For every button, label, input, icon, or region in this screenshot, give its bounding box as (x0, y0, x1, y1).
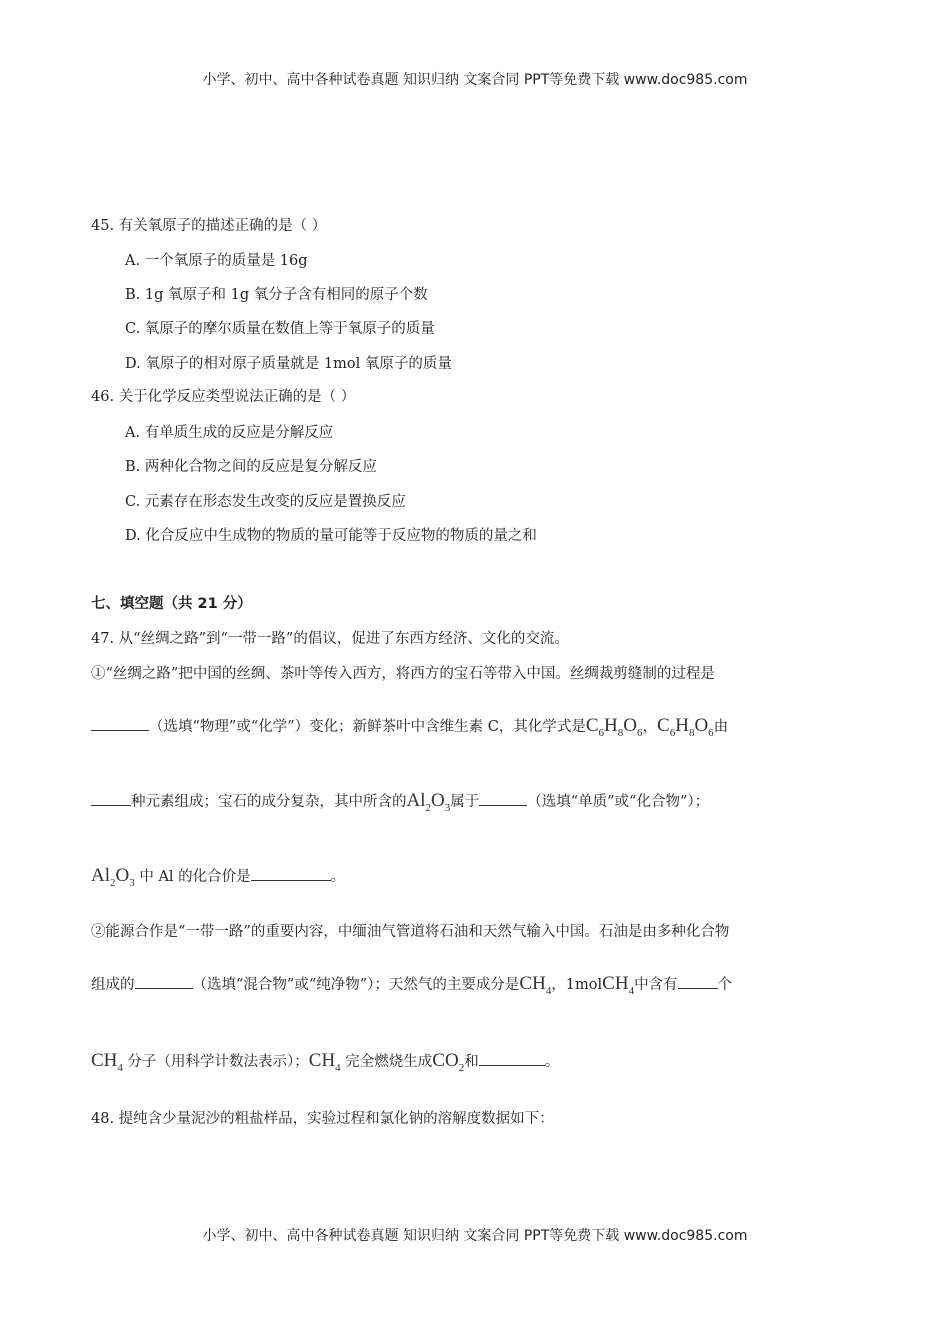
formula-al2o3: $Al_2O_3$ (91, 865, 135, 889)
question-46-option-c: C. 元素存在形态发生改变的反应是置换反应 (125, 494, 406, 510)
question-47-part1-line4: $Al_2O_3$ 中 Al 的化合价是 。 (91, 865, 346, 889)
question-45-option-a: A. 一个氧原子的质量是 16g (125, 253, 308, 269)
question-45-option-b: B. 1g 氧原子和 1g 氧分子含有相同的原子个数 (125, 287, 428, 303)
formula-ch4: $CH_4$ (91, 1050, 123, 1074)
formula-al2o3: $Al_2O_3$ (406, 790, 451, 814)
formula-co2: $CO_2$ (432, 1050, 465, 1074)
answer-blank-4[interactable] (251, 866, 331, 881)
answer-blank-6[interactable] (678, 974, 718, 989)
answer-blank-5[interactable] (135, 974, 193, 989)
answer-blank-2[interactable] (91, 791, 131, 806)
answer-blank-1[interactable] (91, 716, 149, 731)
question-47-part1-line3: 种元素组成；宝石的成分复杂，其中所含的$Al_2O_3$属于 （选填“单质”或“化合物”）； (91, 791, 709, 812)
question-46-option-b: B. 两种化合物之间的反应是复分解反应 (125, 459, 377, 475)
formula-ch4: $CH_4$ (519, 973, 552, 997)
question-47-part2-line2: 组成的 （选填“混合物”或“纯净物”）；天然气的主要成分是$CH_4$，1molCH$_4$中含有 个 (91, 973, 733, 997)
question-45-option-c: C. 氧原子的摩尔质量在数值上等于氧原子的质量 (125, 321, 435, 337)
question-48-stem: 48. 提纯含少量泥沙的粗盐样品，实验过程和氯化钠的溶解度数据如下： (91, 1111, 554, 1127)
footer-banner: 小学、初中、高中各种试卷真题 知识归纳 文案合同 PPT等免费下载 www.doc985.com (202, 1228, 748, 1244)
question-46-option-a: A. 有单质生成的反应是分解反应 (125, 425, 334, 441)
question-47-part2-line3: $CH_4$ 分子（用科学计数法表示）；$CH_4$ 完全燃烧生成$CO_2$和 。 (91, 1050, 560, 1074)
question-47-part1-line2: （选填“物理”或“化学”）变化；新鲜茶叶中含维生素 C，其化学式是$C_6H_8O_6$，$C_6H_8O_6$由 (91, 716, 728, 737)
question-45-stem: 45. 有关氧原子的描述正确的是（ ） (91, 218, 327, 234)
question-46-option-d: D. 化合反应中生成物的物质的量可能等于反应物的物质的量之和 (125, 528, 537, 544)
answer-blank-3[interactable] (479, 791, 527, 806)
formula-ch4: $CH_4$ (308, 1050, 341, 1074)
section-heading: 七、填空题（共 21 分） (91, 596, 252, 612)
question-45-option-d: D. 氧原子的相对原子质量就是 1mol 氧原子的质量 (125, 356, 452, 372)
question-47-stem: 47. 从“丝绸之路”到“一带一路”的倡议，促进了东西方经济、文化的交流。 (91, 631, 569, 647)
formula-c6h8o6: $C_6H_8O_6$ (657, 715, 714, 739)
header-banner: 小学、初中、高中各种试卷真题 知识归纳 文案合同 PPT等免费下载 www.doc985.com (202, 72, 748, 88)
formula-c6h8o6: $C_6H_8O_6$ (585, 715, 643, 739)
question-46-stem: 46. 关于化学反应类型说法正确的是（ ） (91, 389, 356, 405)
answer-blank-7[interactable] (479, 1051, 545, 1066)
question-47-part2-line1: ②能源合作是“一带一路”的重要内容，中缅油气管道将石油和天然气输入中国。石油是由多种化合物 (91, 924, 730, 940)
question-47-part1-line1: ①“丝绸之路”把中国的丝绸、茶叶等传入西方，将西方的宝石等带入中国。丝绸裁剪缝制的过程是 (91, 666, 715, 682)
formula-ch4: $CH_4$ (602, 973, 635, 997)
